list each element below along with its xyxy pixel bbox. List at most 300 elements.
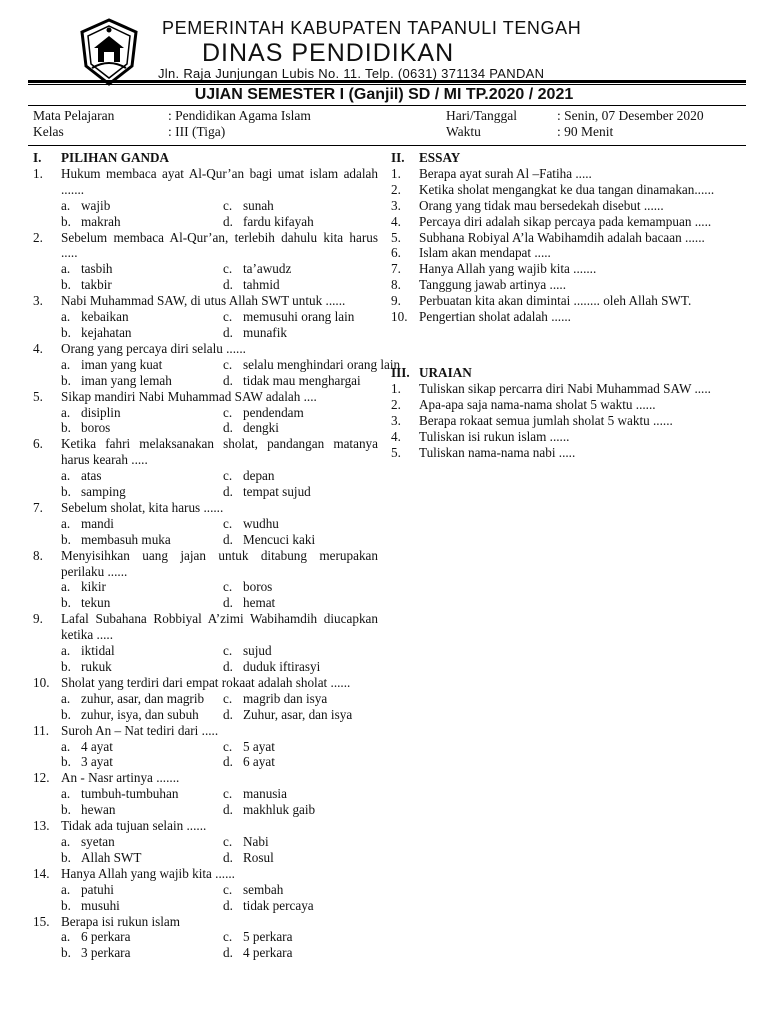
- option-letter: a.: [61, 197, 71, 213]
- question-number: 5.: [33, 388, 43, 404]
- answer-option: [61, 850, 223, 866]
- question-text: Tuliskan sikap percarra diri Nabi Muhammad SAW .....: [419, 380, 711, 396]
- question-number: 3.: [391, 412, 401, 428]
- question-number: 13.: [33, 818, 50, 834]
- option-letter: c.: [223, 786, 233, 802]
- option-text: wudhu: [243, 515, 279, 531]
- answer-option: [61, 309, 223, 325]
- option-text: 4 ayat: [81, 738, 113, 754]
- option-text: kebaikan: [81, 309, 129, 325]
- section-number: II.: [391, 150, 405, 165]
- option-letter: a.: [61, 929, 71, 945]
- question-number: 9.: [33, 611, 43, 627]
- question: [33, 914, 378, 930]
- answer-options: [33, 691, 378, 723]
- question-text: Hukum membaca ayat Al-Qur’an bagi umat islam adalah .......: [61, 165, 378, 197]
- answer-option: [223, 532, 378, 548]
- answer-option: [61, 898, 223, 914]
- question-number: 7.: [391, 261, 401, 277]
- question-text: Percaya diri adalah sikap percaya pada kemampuan .....: [419, 213, 712, 229]
- question-text: Lafal Subahana Robbiyal A’zimi Wabihamdih diucapkan ketika .....: [61, 611, 378, 643]
- answer-options: [33, 739, 378, 771]
- option-text: iman yang kuat: [81, 356, 163, 372]
- option-text: ta’awudz: [243, 261, 292, 277]
- answer-option: [61, 643, 223, 659]
- option-text: tempat sujud: [243, 484, 311, 500]
- option-text: kejahatan: [81, 324, 132, 340]
- option-letter: a.: [61, 833, 71, 849]
- question-text: Ketika fahri melaksanakan sholat, pandangan matanya harus kearah .....: [61, 436, 378, 468]
- option-letter: a.: [61, 515, 71, 531]
- question-number: 2.: [33, 229, 43, 245]
- question-text: Tuliskan isi rukun islam ......: [419, 428, 570, 444]
- option-text: tumbuh-tumbuhan: [81, 786, 179, 802]
- question: [391, 261, 736, 277]
- answer-option: [223, 834, 378, 850]
- answer-option: [61, 929, 223, 945]
- option-letter: c.: [223, 929, 233, 945]
- answer-option: [61, 691, 223, 707]
- question: [33, 436, 378, 468]
- question-text: Subhana Robiyal A’la Wabihamdih adalah bacaan ......: [419, 229, 705, 245]
- option-text: takbir: [81, 277, 112, 293]
- letterhead: [70, 14, 750, 84]
- question: [33, 548, 378, 580]
- question-text: Tanggung jawab artinya .....: [419, 277, 567, 293]
- answer-option: [61, 739, 223, 755]
- question-text: Sikap mandiri Nabi Muhammad SAW adalah ....: [61, 388, 317, 404]
- question-text: Orang yang tidak mau bersedekah disebut ......: [419, 197, 664, 213]
- question-text: Berapa isi rukun islam: [61, 913, 181, 929]
- answer-option: [223, 309, 378, 325]
- option-text: membasuh muka: [81, 531, 171, 547]
- question: [391, 397, 736, 413]
- option-text: Allah SWT: [81, 849, 142, 865]
- question: [391, 245, 736, 261]
- answer-option: [223, 707, 378, 723]
- option-text: Zuhur, asar, dan isya: [243, 706, 353, 722]
- answer-option: [223, 929, 378, 945]
- option-letter: d.: [223, 372, 233, 388]
- question-number: 14.: [33, 865, 50, 881]
- option-text: hemat: [243, 595, 276, 611]
- answer-option: [223, 198, 378, 214]
- question: [33, 723, 378, 739]
- option-letter: b.: [61, 659, 71, 674]
- answer-option: [61, 357, 223, 373]
- answer-option: [61, 468, 223, 484]
- question-text: Suroh An – Nat tediri dari .....: [61, 722, 219, 738]
- option-letter: d.: [223, 324, 233, 340]
- option-text: musuhi: [81, 897, 120, 913]
- option-letter: d.: [223, 531, 233, 547]
- duration-value: : 90 Menit: [557, 124, 614, 139]
- question: [33, 389, 378, 405]
- section-title: PILIHAN GANDA: [61, 150, 170, 165]
- answer-option: [223, 468, 378, 484]
- option-text: tasbih: [81, 261, 113, 277]
- question-number: 11.: [33, 722, 49, 738]
- answer-option: [61, 834, 223, 850]
- section-title: URAIAN: [419, 364, 472, 380]
- option-text: iktidal: [81, 643, 115, 659]
- option-letter: c.: [223, 404, 233, 420]
- question: [391, 182, 736, 198]
- option-text: samping: [81, 484, 126, 500]
- option-letter: b.: [61, 277, 71, 293]
- answer-option: [223, 261, 378, 277]
- answer-option: [223, 579, 378, 595]
- option-letter: a.: [61, 738, 71, 754]
- question-number: 1.: [391, 380, 401, 396]
- option-letter: c.: [223, 468, 233, 484]
- question: [33, 500, 378, 516]
- option-text: selalu menghindari orang lain: [243, 356, 401, 372]
- question: [391, 445, 736, 461]
- section-heading: [391, 365, 736, 381]
- question: [391, 309, 736, 325]
- answer-option: [61, 882, 223, 898]
- option-letter: a.: [61, 261, 71, 277]
- subject-value: : Pendidikan Agama Islam: [168, 108, 311, 123]
- answer-option: [61, 484, 223, 500]
- essay-column: [391, 150, 736, 460]
- option-letter: d.: [223, 420, 233, 436]
- question-text: An - Nasr artinya .......: [61, 770, 180, 786]
- option-text: syetan: [81, 833, 115, 849]
- question: [391, 429, 736, 445]
- section-number: I.: [33, 150, 42, 165]
- answer-option: [223, 405, 378, 421]
- option-letter: c.: [223, 833, 233, 849]
- answer-options: [33, 643, 378, 675]
- option-text: Nabi: [243, 833, 269, 849]
- option-letter: d.: [223, 754, 233, 770]
- question: [391, 413, 736, 429]
- option-letter: c.: [223, 261, 233, 277]
- question: [33, 293, 378, 309]
- question-number: 8.: [391, 277, 401, 293]
- answer-options: [33, 882, 378, 914]
- question-text: Berapa ayat surah Al –Fatiha .....: [419, 165, 592, 181]
- section-heading: [33, 150, 378, 166]
- question-text: Ketika sholat mengangkat ke dua tangan dinamakan......: [419, 181, 715, 197]
- answer-option: [61, 659, 223, 675]
- answer-option: [223, 484, 378, 500]
- option-text: tidak percaya: [243, 897, 314, 913]
- question-text: Menyisihkan uang jajan untuk ditabung merupakan perilaku ......: [61, 547, 378, 579]
- date-value: : Senin, 07 Desember 2020: [557, 108, 704, 123]
- answer-option: [223, 357, 400, 373]
- answer-option: [61, 516, 223, 532]
- question-number: 3.: [33, 293, 43, 309]
- option-text: pendendam: [243, 404, 304, 420]
- answer-option: [61, 786, 223, 802]
- question-text: Apa-apa saja nama-nama sholat 5 waktu ......: [419, 396, 656, 412]
- question-number: 1.: [33, 165, 43, 181]
- option-text: manusia: [243, 786, 287, 802]
- option-text: zuhur, asar, dan magrib: [81, 690, 205, 706]
- option-letter: a.: [61, 468, 71, 484]
- option-text: dengki: [243, 420, 279, 436]
- option-text: tahmid: [243, 277, 280, 293]
- answer-option: [223, 898, 378, 914]
- answer-option: [223, 420, 378, 436]
- question-number: 2.: [391, 396, 401, 412]
- answer-options: [33, 261, 378, 293]
- option-text: memusuhi orang lain: [243, 309, 355, 325]
- subject-label: Mata Pelajaran: [33, 108, 115, 123]
- option-letter: d.: [223, 277, 233, 293]
- answer-options: [33, 405, 378, 437]
- option-text: 3 ayat: [81, 754, 113, 770]
- class-value: : III (Tiga): [168, 124, 226, 139]
- class-label: Kelas: [33, 124, 64, 139]
- answer-option: [61, 802, 223, 818]
- answer-options: [33, 309, 378, 341]
- option-letter: d.: [223, 659, 233, 674]
- answer-option: [223, 516, 378, 532]
- option-letter: a.: [61, 356, 71, 372]
- option-text: mandi: [81, 515, 114, 531]
- question-number: 4.: [391, 428, 401, 444]
- question-text: Orang yang percaya diri selalu ......: [61, 340, 246, 356]
- question-number: 4.: [33, 340, 43, 356]
- answer-option: [61, 261, 223, 277]
- question: [391, 293, 736, 309]
- option-letter: b.: [61, 595, 71, 611]
- answer-option: [223, 802, 378, 818]
- answer-options: [33, 516, 378, 548]
- answer-option: [61, 420, 223, 436]
- option-letter: a.: [61, 690, 71, 706]
- option-letter: b.: [61, 897, 71, 913]
- option-letter: d.: [223, 802, 233, 818]
- option-text: 6 ayat: [243, 754, 275, 770]
- essay-question-list: [391, 166, 736, 325]
- section-title: ESSAY: [419, 150, 461, 165]
- option-letter: b.: [61, 754, 71, 770]
- option-letter: d.: [223, 945, 233, 961]
- option-text: tekun: [81, 595, 111, 611]
- regency-emblem-logo: [76, 18, 142, 86]
- question-number: 6.: [33, 436, 43, 452]
- question-number: 6.: [391, 245, 401, 261]
- question-number: 9.: [391, 293, 401, 309]
- option-letter: c.: [223, 643, 233, 659]
- option-letter: b.: [61, 802, 71, 818]
- answer-option: [61, 214, 223, 230]
- question-text: Tidak ada tujuan selain ......: [61, 818, 207, 834]
- option-text: iman yang lemah: [81, 372, 172, 388]
- question-text: Tuliskan nama-nama nabi .....: [419, 444, 576, 460]
- duration-label: Waktu: [446, 124, 481, 139]
- option-letter: d.: [223, 706, 233, 722]
- option-text: boros: [81, 420, 111, 436]
- header-government-name: PEMERINTAH KABUPATEN TAPANULI TENGAH: [162, 18, 582, 38]
- answer-options: [33, 929, 378, 961]
- answer-option: [61, 405, 223, 421]
- option-text: munafik: [243, 324, 287, 340]
- answer-option: [223, 659, 378, 675]
- answer-option: [223, 325, 378, 341]
- option-letter: d.: [223, 595, 233, 611]
- answer-options: [33, 468, 378, 500]
- question: [33, 341, 378, 357]
- answer-option: [223, 945, 378, 961]
- question: [391, 166, 736, 182]
- option-text: patuhi: [81, 881, 114, 897]
- option-text: 5 ayat: [243, 738, 275, 754]
- option-text: kikir: [81, 579, 106, 595]
- answer-option: [223, 786, 378, 802]
- option-letter: a.: [61, 643, 71, 659]
- question-number: 10.: [33, 674, 50, 690]
- option-letter: a.: [61, 786, 71, 802]
- option-text: Mencuci kaki: [243, 531, 316, 547]
- option-text: disiplin: [81, 404, 121, 420]
- question-number: 7.: [33, 499, 43, 515]
- option-text: 3 perkara: [81, 945, 131, 961]
- option-text: sunah: [243, 197, 274, 213]
- option-letter: a.: [61, 404, 71, 420]
- option-text: sujud: [243, 643, 272, 659]
- option-letter: d.: [223, 213, 233, 229]
- option-text: Rosul: [243, 849, 274, 865]
- question: [33, 866, 378, 882]
- section-heading: [391, 150, 736, 166]
- answer-option: [61, 373, 223, 389]
- answer-option: [223, 277, 378, 293]
- option-letter: b.: [61, 484, 71, 500]
- answer-option: [223, 595, 378, 611]
- option-text: depan: [243, 468, 275, 484]
- question: [33, 675, 378, 691]
- option-letter: b.: [61, 849, 71, 865]
- header-office-name: DINAS PENDIDIKAN: [202, 39, 455, 67]
- question-number: 1.: [391, 165, 401, 181]
- option-text: boros: [243, 579, 273, 595]
- answer-option: [223, 882, 378, 898]
- option-letter: c.: [223, 309, 233, 325]
- answer-options: [33, 834, 378, 866]
- option-text: zuhur, isya, dan subuh: [81, 706, 199, 722]
- answer-option: [61, 595, 223, 611]
- question: [33, 166, 378, 198]
- header-divider-thin: [28, 84, 746, 85]
- question-text: Berapa rokaat semua jumlah sholat 5 waktu ......: [419, 412, 673, 428]
- answer-option: [61, 579, 223, 595]
- question-text: Hanya Allah yang wajib kita ......: [61, 865, 235, 881]
- question-text: Islam akan mendapat .....: [419, 245, 551, 261]
- header-address: Jln. Raja Junjungan Lubis No. 11. Telp. (0631) 371134 PANDAN: [158, 66, 545, 81]
- option-text: tidak mau menghargai: [243, 372, 361, 388]
- section-number: III.: [391, 364, 410, 380]
- question-number: 15.: [33, 913, 50, 929]
- answer-options: [33, 198, 378, 230]
- answer-option: [61, 532, 223, 548]
- answer-options: [33, 786, 378, 818]
- option-text: hewan: [81, 802, 116, 818]
- option-text: atas: [81, 468, 102, 484]
- option-letter: c.: [223, 881, 233, 897]
- option-letter: b.: [61, 213, 71, 229]
- answer-option: [61, 325, 223, 341]
- option-text: 6 perkara: [81, 929, 131, 945]
- option-text: makhluk gaib: [243, 802, 316, 818]
- answer-option: [223, 850, 378, 866]
- question-number: 10.: [391, 309, 408, 325]
- option-letter: c.: [223, 515, 233, 531]
- option-text: sembah: [243, 881, 284, 897]
- option-letter: b.: [61, 372, 71, 388]
- option-letter: d.: [223, 897, 233, 913]
- option-letter: a.: [61, 579, 71, 595]
- answer-option: [223, 373, 400, 389]
- answer-option: [223, 214, 378, 230]
- uraian-question-list: [391, 381, 736, 461]
- option-letter: d.: [223, 849, 233, 865]
- option-text: duduk iftirasyi: [243, 659, 321, 674]
- question-number: 3.: [391, 197, 401, 213]
- question-number: 8.: [33, 547, 43, 563]
- question: [33, 230, 378, 262]
- answer-option: [223, 739, 378, 755]
- answer-option: [61, 277, 223, 293]
- option-text: 5 perkara: [243, 929, 293, 945]
- option-text: magrib dan isya: [243, 690, 328, 706]
- question: [391, 230, 736, 246]
- option-letter: b.: [61, 324, 71, 340]
- option-letter: c.: [223, 579, 233, 595]
- question-text: Hanya Allah yang wajib kita .......: [419, 261, 597, 277]
- option-letter: c.: [223, 690, 233, 706]
- question: [33, 611, 378, 643]
- question-text: Sebelum sholat, kita harus ......: [61, 499, 224, 515]
- option-letter: d.: [223, 484, 233, 500]
- question: [391, 381, 736, 397]
- question: [391, 214, 736, 230]
- option-text: fardu kifayah: [243, 213, 314, 229]
- info-divider: [28, 145, 746, 146]
- question: [391, 277, 736, 293]
- question-number: 12.: [33, 770, 50, 786]
- answer-option: [61, 707, 223, 723]
- question: [33, 770, 378, 786]
- option-letter: c.: [223, 738, 233, 754]
- title-divider: [28, 105, 746, 106]
- question-number: 5.: [391, 229, 401, 245]
- option-text: 4 perkara: [243, 945, 293, 961]
- answer-option: [223, 754, 378, 770]
- option-letter: b.: [61, 945, 71, 961]
- question-number: 5.: [391, 444, 401, 460]
- option-text: rukuk: [81, 659, 112, 674]
- option-letter: b.: [61, 706, 71, 722]
- header-divider-thick: [28, 80, 746, 83]
- option-letter: c.: [223, 356, 233, 372]
- answer-options: [33, 579, 378, 611]
- question-text: Perbuatan kita akan dimintai ........ oleh Allah SWT.: [419, 293, 692, 309]
- option-text: wajib: [81, 197, 111, 213]
- question-text: Sebelum membaca Al-Qur’an, terlebih dahulu kita harus .....: [61, 229, 378, 261]
- question-text: Sholat yang terdiri dari empat rokaat adalah sholat ......: [61, 674, 351, 690]
- question: [33, 818, 378, 834]
- answer-option: [61, 945, 223, 961]
- question: [391, 198, 736, 214]
- question-text: Pengertian sholat adalah ......: [419, 309, 571, 325]
- exam-title: UJIAN SEMESTER I (Ganjil) SD / MI TP.2020 / 2021: [194, 86, 574, 103]
